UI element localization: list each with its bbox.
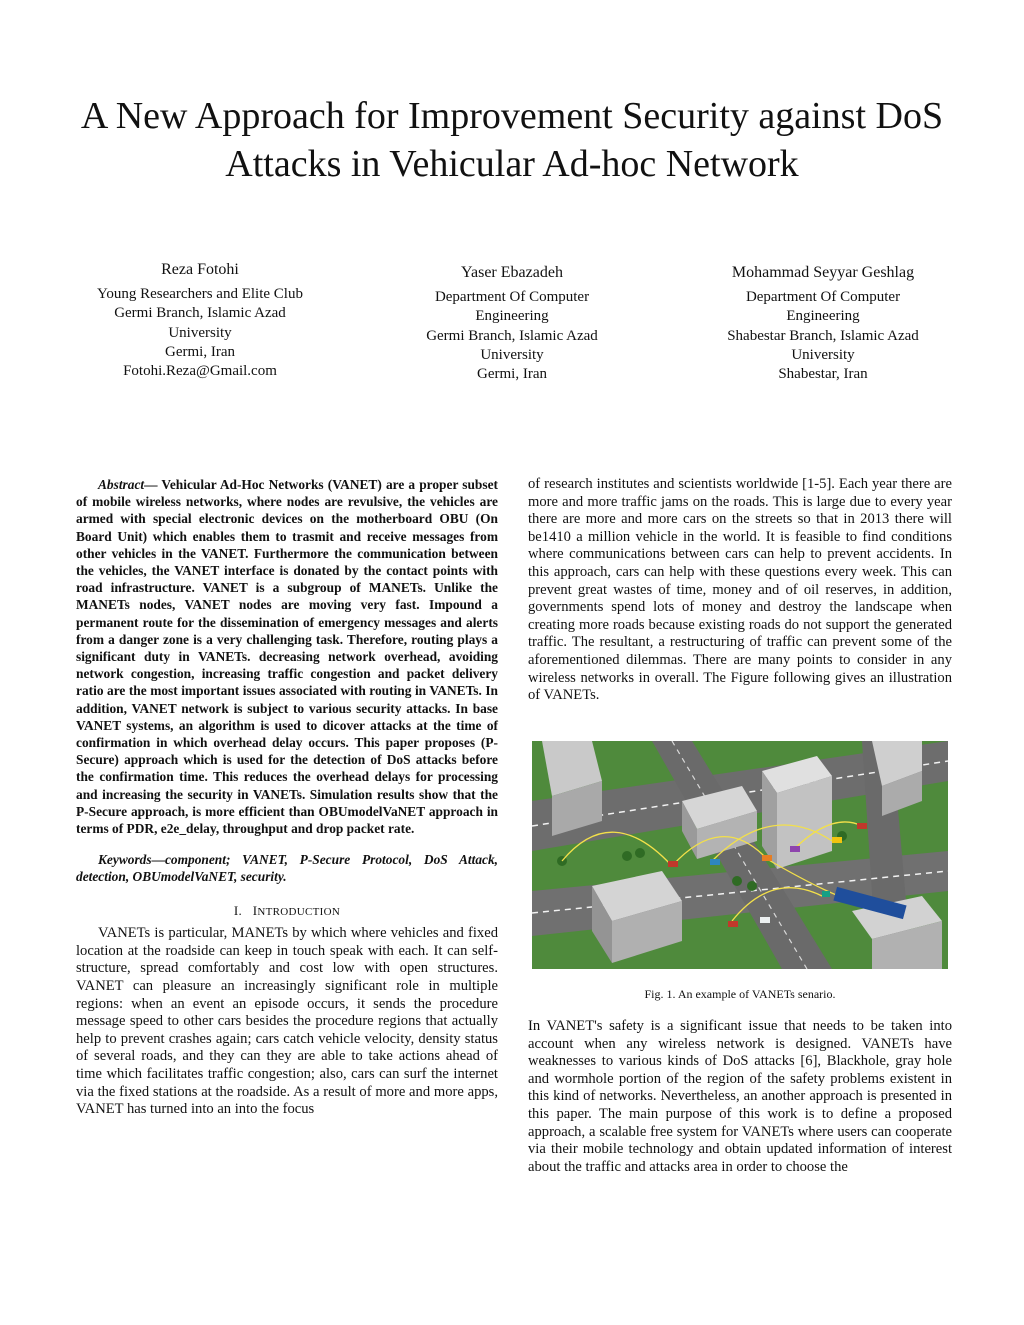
author-name: Reza Fotohi [161, 261, 239, 278]
author-affiliation-line: Department Of Computer [434, 289, 590, 306]
section-heading-introduction [76, 902, 498, 922]
abstract-label: Abstract [98, 477, 145, 492]
author-affiliation-line: Germi Branch, Islamic Azad [114, 305, 286, 322]
vanet-scenario-figure [532, 741, 948, 969]
author-affiliation-line: Engineering [786, 308, 860, 325]
intro-paragraph-right-bottom: In VANET's safety is a significant issue that needs to be taken into account when any wireless network is designed. VANETs have weaknesses to various kinds of DoS attacks [6], Blackhole, gray hole and wormhole portion of the region of the safety problems existent in this kind of networks. Nevertheless, an another approach is presented in this paper. The main purpose of this work is to define a proposed approach, a scalable free system for VANETs where users can cooperate via their mobile technology and obtain updated information of interest about the traffic and attacks area in order to choose the [528, 1018, 952, 1175]
abstract [76, 476, 498, 837]
author-block-3 [692, 263, 954, 384]
vanet-city-illustration [532, 741, 948, 969]
author-affiliation-line: Shabestar, Iran [778, 366, 868, 383]
author-name: Yaser Ebazadeh [461, 264, 563, 281]
abstract-text: Vehicular Ad-Hoc Networks (VANET) are a proper subset of mobile wireless networks, where nodes are revulsive, the vehicles are armed with special electronic devices on the motherboard OBU (On Board Unit) which enables them to trasmit and receive messages from other vehicles in the VANET. Furthermore the communication between the vehicles, the VANET interface is donated by the contact points with road infrastructure. VANET is a subgroup of MANETs. Unlike the MANETs nodes, VANET nodes are moving very fast. Impound a permanent route for the dissemination of emergency messages and alerts from a danger zone is a very challenging task. Therefore, routing plays a significant duty in VANETs. decreasing network overhead, avoiding network congestion, increasing traffic congestion and packet delivery ratio are the most important issues associated with routing in VANETs. In addition, VANET network is subject to various security attacks. In base VANET systems, an algorithm is used to dicover attacks at the time of confirmation in which overhead delay occurs. This paper proposes (P-Secure) approach which is used for the detection of DoS attacks before the confirmation time. This reduces the overhead delays for processing and increasing the security in VANETs. Simulation results show that the P-Secure approach, is more efficient than OBUmodelVaNET approach in terms of PDR, e2e_delay, throughput and drop packet rate. [76, 477, 498, 837]
author-affiliation-line: Young Researchers and Elite Club [97, 286, 303, 303]
section-initial: I [252, 902, 258, 918]
right-column-top [528, 476, 952, 705]
building [762, 756, 832, 869]
author-block-1 [70, 260, 330, 381]
author-affiliation-line: Germi Branch, Islamic Azad [426, 327, 598, 344]
figure-caption: Fig. 1. An example of VANETs senario. [644, 987, 836, 1001]
author-affiliation-line: Germi, Iran [477, 366, 547, 383]
author-email: Fotohi.Reza@Gmail.com [123, 363, 277, 380]
section-title-rest: NTRODUCTION [257, 905, 341, 918]
author-name: Mohammad Seyyar Geshlag [731, 264, 915, 281]
intro-paragraph-right-top: of research institutes and scientists worldwide [1-5]. Each year there are more and more traffic jams on the roads. This is large due to every year there are more and more cars on the streets so that in 2013 there will be1410 a million vehicle in the world. It is feasible to find conditions where communications between cars can help to prevent accidents. In this approach, cars can help with these questions every week. This can prevent great wastes of time, money and of oil reserves, in addition, governments spend lots of money and destroy the landscape when creating more roads because existing roads do not support the generated traffic. The resultant, a restructuring of traffic can prevent some of the aforementioned dilemmas. There are many points to consider in any wireless networks in overall. The Figure following gives an illustration of VANETs. [528, 476, 952, 704]
author-block-2 [382, 263, 642, 384]
paper-title: A New Approach for Improvement Security against DoS Attacks in Vehicular Ad-hoc Network [80, 95, 944, 185]
author-affiliation-line: Department Of Computer [745, 289, 901, 306]
author-affiliation-line: University [791, 346, 855, 363]
abstract-dash: — [144, 477, 158, 492]
left-column [76, 476, 498, 1119]
right-column-bottom [528, 1018, 952, 1176]
author-affiliation-line: Engineering [475, 308, 549, 325]
author-affiliation-line: Shabestar Branch, Islamic Azad [727, 327, 919, 344]
author-affiliation-line: University [480, 346, 544, 363]
author-affiliation-line: University [168, 324, 232, 341]
section-number: I. [233, 902, 243, 918]
keywords: Keywords—component; VANET, P-Secure Protocol, DoS Attack, detection, OBUmodelVaNET, security. [76, 852, 498, 885]
author-affiliation-line: Germi, Iran [165, 343, 235, 360]
intro-paragraph-left: VANETs is particular, MANETs by which where vehicles and fixed location at the roadside can keep in touch speak with each. It can self-structure, spread comfortably and cost low with open structures. VANET can pleasure an increasingly significant role in multiple regions: when an event an episode occurs, it sends the procedure message speed to other cars besides the procedure regions that actually help to prevent crashes again; cars catch vehicle velocity, density status of several roads, and they can they are able to take actions ahead of time which facilitates traffic congestion; also, cars can surf the internet via the fixed stations at the roadside. As a result of more and more apps, VANET has turned into an into the focus [76, 925, 498, 1118]
